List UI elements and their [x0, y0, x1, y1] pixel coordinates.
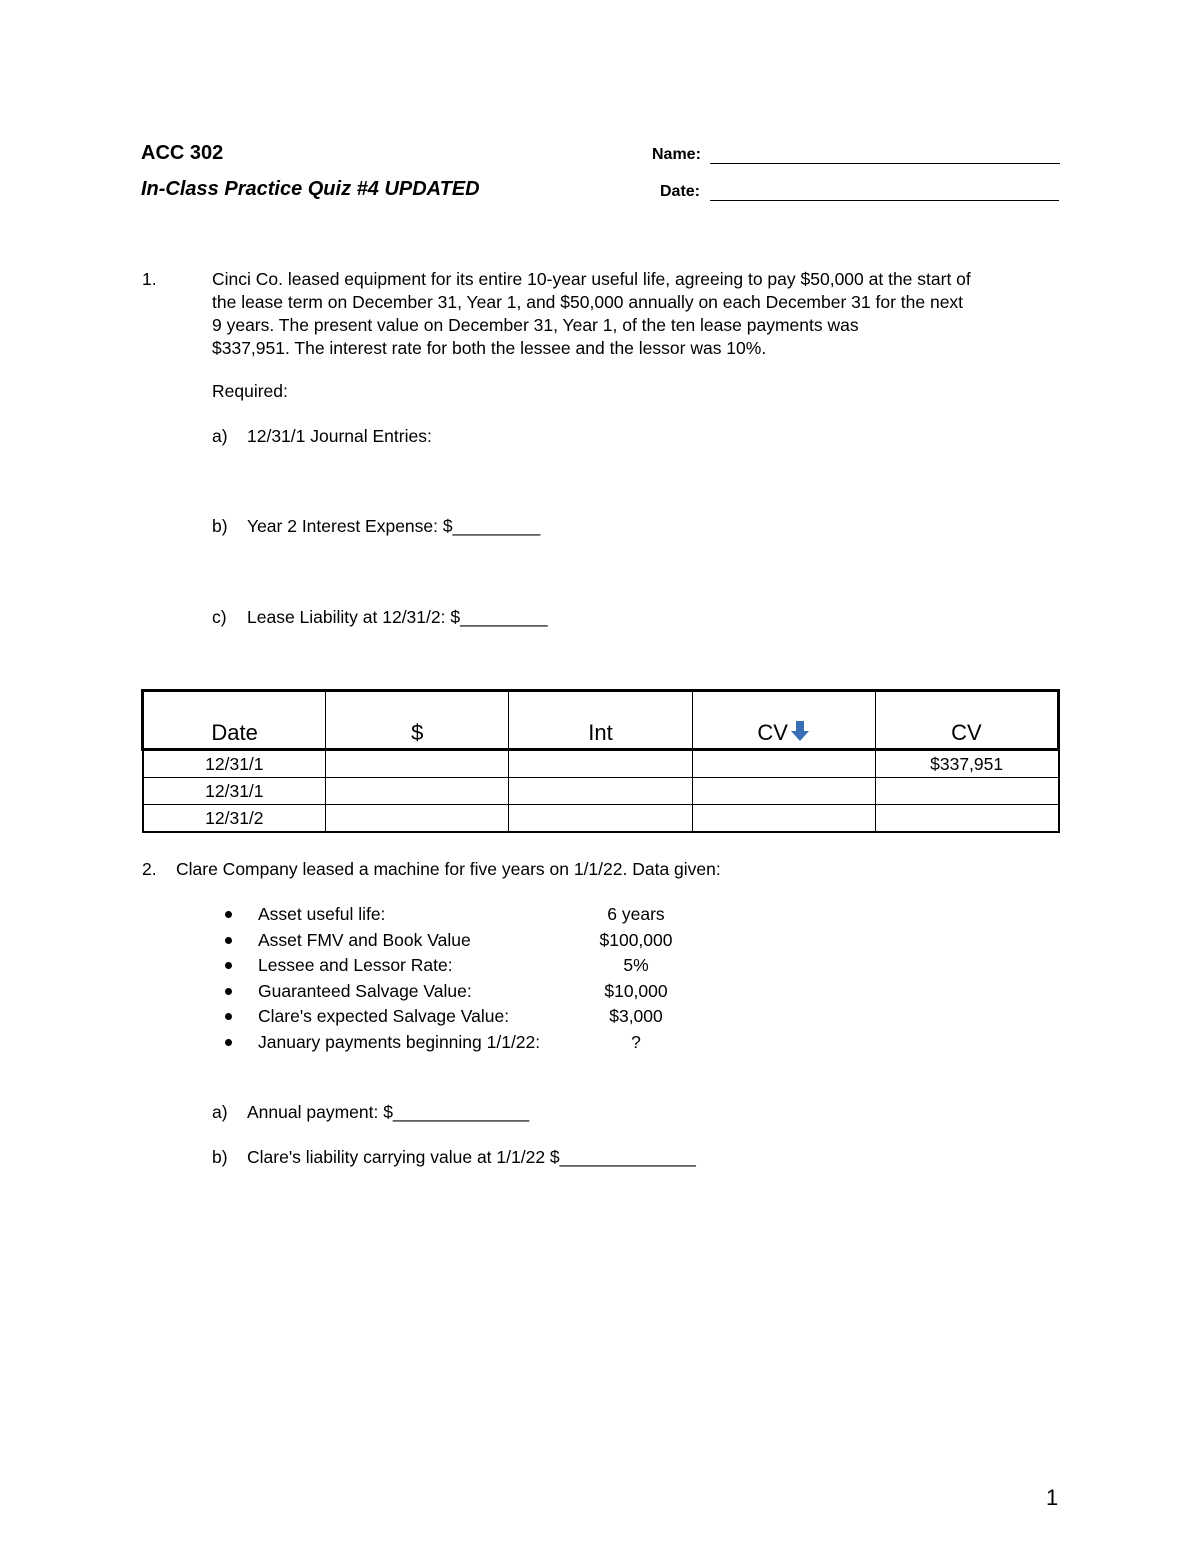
table-cell	[692, 778, 875, 805]
table-row	[143, 778, 1059, 805]
table-cell	[326, 778, 509, 805]
table-cell	[509, 805, 692, 833]
list-item-value: $10,000	[604, 980, 668, 1001]
date-blank-line	[710, 200, 1059, 201]
date-label: Date:	[660, 183, 701, 200]
part-c-letter: c)	[212, 607, 227, 627]
question-2-number: 2.	[142, 859, 157, 879]
part-c-text: Lease Liability at 12/31/2: $_________	[247, 607, 548, 627]
question-1-line: 9 years. The present value on December 31, Year 1, of the ten lease payments was	[212, 315, 859, 335]
cv-decrease-label	[757, 720, 810, 746]
table-cell	[509, 778, 692, 805]
list-item-label: Clare's expected Salvage Value:	[258, 1006, 510, 1026]
question-1-number: 1.	[142, 269, 157, 289]
table-cell	[326, 750, 509, 778]
header-cv-decrease	[692, 691, 875, 750]
part-a-text: 12/31/1 Journal Entries:	[247, 426, 432, 446]
list-item-value: 5%	[623, 955, 649, 975]
table-cell: 12/31/1	[143, 778, 326, 805]
q2-part-b-letter: b)	[212, 1147, 228, 1167]
name-label: Name:	[652, 146, 701, 163]
list-item-value: ?	[631, 1031, 641, 1052]
header-interest: Int	[509, 691, 692, 750]
part-b-text: Year 2 Interest Expense: $_________	[247, 516, 541, 536]
table-row	[143, 805, 1059, 833]
page-number: 1	[1046, 1485, 1059, 1510]
question-1-line: the lease term on December 31, Year 1, and $50,000 annually on each December 31 for the next	[212, 292, 964, 312]
q2-part-b-text: Clare's liability carrying value at 1/1/22 $______________	[247, 1147, 696, 1167]
bullet-icon	[225, 988, 232, 995]
list-item-label: Asset FMV and Book Value	[258, 929, 471, 950]
header-payment: $	[326, 691, 509, 750]
table-cell: 12/31/1	[143, 750, 326, 778]
table-cell	[692, 750, 875, 778]
part-b-letter: b)	[212, 516, 228, 536]
list-item-label: Guaranteed Salvage Value:	[258, 980, 472, 1001]
down-arrow-icon	[790, 720, 810, 742]
header-carrying-value: CV	[875, 691, 1058, 750]
table-row	[143, 750, 1059, 778]
table-cell	[692, 805, 875, 833]
quiz-title: In-Class Practice Quiz #4 UPDATED	[141, 178, 480, 200]
q2-part-a-letter: a)	[212, 1102, 228, 1122]
question-1-text	[212, 268, 1062, 360]
required-label: Required:	[212, 381, 288, 401]
question-2-intro: Clare Company leased a machine for five years on 1/1/22. Data given:	[176, 859, 721, 879]
header-date: Date	[143, 691, 326, 750]
header-cv-decrease-text: CV	[757, 720, 788, 745]
bullet-icon	[225, 1039, 232, 1046]
q2-part-a-text: Annual payment: $______________	[247, 1102, 530, 1122]
list-item-value: $3,000	[609, 1006, 663, 1026]
table-header-row	[143, 691, 1059, 750]
bullet-icon	[225, 1013, 232, 1020]
list-item-label: Asset useful life:	[258, 904, 386, 924]
table-cell	[875, 805, 1058, 833]
bullet-icon	[225, 937, 232, 944]
part-a-letter: a)	[212, 426, 228, 446]
table-cell: $337,951	[875, 750, 1058, 778]
list-item-label: Lessee and Lessor Rate:	[258, 955, 453, 975]
list-item-label: January payments beginning 1/1/22:	[258, 1031, 541, 1052]
list-item-value: 6 years	[607, 904, 665, 924]
table-cell	[326, 805, 509, 833]
question-1-line: Cinci Co. leased equipment for its entire 10-year useful life, agreeing to pay $50,000 at the start of	[212, 269, 971, 289]
table-cell	[509, 750, 692, 778]
course-title: ACC 302	[141, 142, 224, 164]
table-cell	[875, 778, 1058, 805]
question-1-line: $337,951. The interest rate for both the lessee and the lessor was 10%.	[212, 338, 767, 358]
lease-amortization-table	[141, 689, 1060, 833]
bullet-icon	[225, 911, 232, 918]
name-blank-line	[710, 163, 1060, 164]
list-item-value: $100,000	[599, 929, 673, 950]
bullet-icon	[225, 962, 232, 969]
table-cell: 12/31/2	[143, 805, 326, 833]
